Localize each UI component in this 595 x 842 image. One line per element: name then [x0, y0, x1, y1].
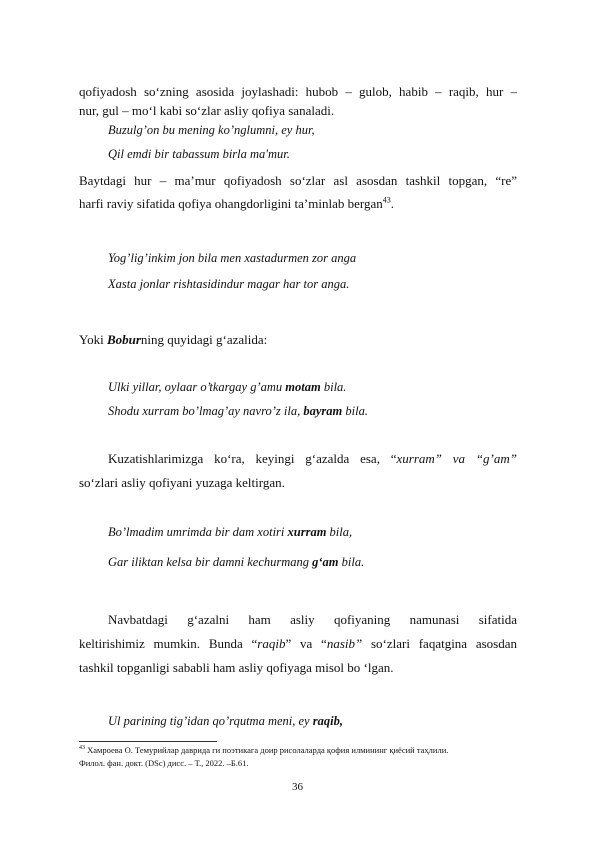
verse-4-l1-end: bila, [326, 525, 353, 539]
rhyme-word-xurram: xurram [287, 525, 327, 539]
para5-post: so‘zlari faqatgina asosdan [362, 636, 517, 651]
paragraph-5-line-3: tashkil topganligi sababli ham asliy qofiyaga misol bo ‘lgan. [79, 660, 394, 675]
paragraph-2-line-2 [79, 194, 517, 213]
word-xurram: xurram [396, 451, 435, 466]
para5-pre: keltirishimiz mumkin. Bunda “ [79, 636, 258, 651]
paragraph-2-end: . [390, 196, 394, 211]
para5-mid: ” va “ [285, 636, 327, 651]
paragraph-1-line-2: nur, gul – mo‘l kabi so‘zlar asliy qofiya sanaladi. [79, 103, 335, 118]
author-name: Bobur [106, 332, 141, 347]
paragraph-5-line-2 [79, 634, 517, 653]
word-gam: “g’am” [475, 451, 518, 466]
verse-1-line-2: Qil emdi bir tabassum birla ma'mur. [108, 147, 290, 161]
verse-4-line-2 [108, 553, 364, 572]
rhyme-word-raqib: raqib, [312, 714, 343, 728]
verse-3-line-1 [108, 378, 346, 397]
rhyme-word-gam: g‘am [312, 555, 339, 569]
footnote-line-2: Филол. фан. докт. (DSc) дисс. – Т., 2022. –Б.61. [79, 758, 249, 768]
verse-5-line-1 [108, 712, 343, 731]
footnote-divider [79, 741, 217, 742]
paragraph-2-line-1: Baytdagi hur – ma’mur qofiyadosh so‘zlar asl asosdan tashkil topgan, “re” [79, 173, 517, 188]
para3-post: ning quyidagi g‘azalida: [140, 332, 268, 347]
verse-3-l1-text: Ulki yillar, oylaar o’tkargay g’amu [108, 380, 286, 394]
verse-2-line-2: Xasta jonlar rishtasidindur magar har tor anga. [108, 277, 350, 291]
verse-4-l1-text: Bo’lmadim umrimda bir dam xotiri [108, 525, 288, 539]
rhyme-word-motam: motam [285, 380, 321, 394]
paragraph-4-line-2: so‘zlari asliy qofiyani yuzaga keltirgan. [79, 475, 285, 490]
verse-1-line-1: Buzulg’on bu mening ko’nglumni, ey hur, [108, 123, 315, 137]
verse-3-l2-text: Shodu xurram bo’lmag’ay navro’z ila, [108, 404, 304, 418]
verse-3-line-2 [108, 402, 368, 421]
verse-4-l2-end: bila. [338, 555, 365, 569]
footnote-number: 43 [79, 745, 85, 752]
paragraph-1-line-1: qofiyadosh so‘zning asosida joylashadi: hubob – gulob, habib – raqib, hur – [79, 84, 517, 99]
footnote-line-1 [79, 744, 448, 756]
paragraph-2-text: harfi raviy sifatida qofiya ohangdorligini ta’minlab bergan [79, 196, 383, 211]
word-raqib: raqib [257, 636, 286, 651]
footnote-text-1: Хамроева О. Темурийлар даврида ги поэтикага доир рисолаларда қофия илмининг қиёсий таҳлили. [85, 745, 449, 755]
verse-4-line-1 [108, 523, 352, 542]
footnote-ref: 43 [382, 195, 391, 205]
verse-4-l2-text: Gar iliktan kelsa bir damni kechurmang [108, 555, 313, 569]
para5-line1-text: Navbatdagi g‘azalni ham asliy qofiyaning namunasi sifatida [108, 612, 517, 627]
rhyme-word-bayram: bayram [303, 404, 343, 418]
verse-2-line-1: Yog’lig’inkim jon bila men xastadurmen zor anga [108, 251, 357, 265]
word-nasib: nasib” [326, 636, 363, 651]
page-number: 36 [292, 781, 303, 793]
verse-5-l1-text: Ul parining tig’idan qo’rqutma meni, ey [108, 714, 313, 728]
verse-3-l1-end: bila. [320, 380, 347, 394]
paragraph-3 [79, 330, 517, 349]
para4-mid: ” va [434, 451, 476, 466]
paragraph-4-line-1 [79, 449, 517, 468]
para3-pre: Yoki [79, 332, 107, 347]
para4-pre: Kuzatishlarimizga ko‘ra, keyingi g‘azalda esa, “ [108, 451, 397, 466]
verse-3-l2-end: bila. [342, 404, 368, 418]
paragraph-5-line-1 [79, 610, 517, 629]
